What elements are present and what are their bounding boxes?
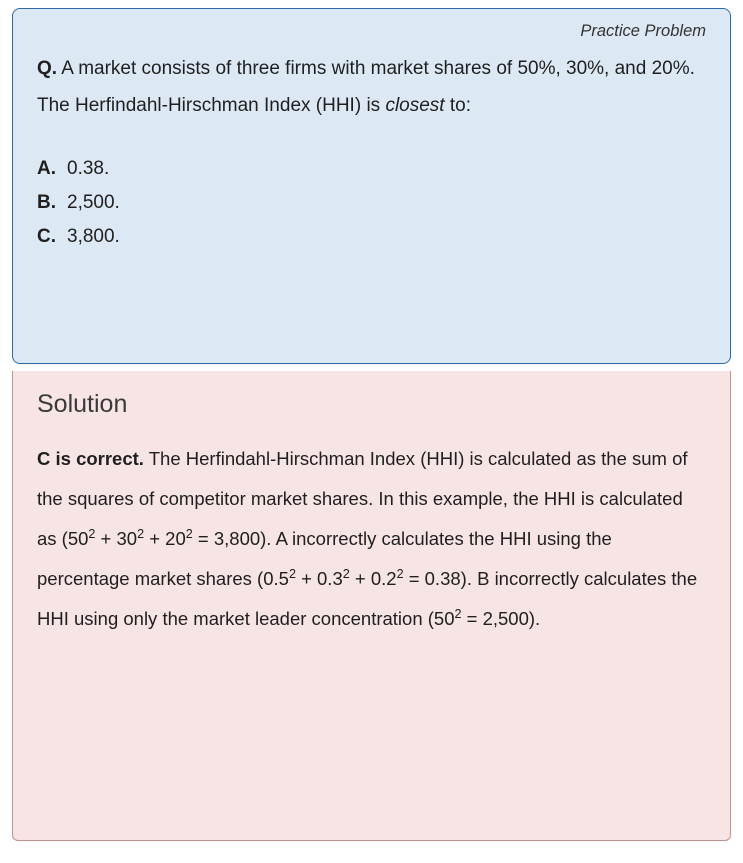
solution-text-3: + 20 [144, 528, 186, 549]
exponent-5: 2 [342, 566, 350, 581]
exponent-6: 2 [396, 566, 404, 581]
solution-text-2: + 30 [95, 528, 138, 549]
exponent-2: 2 [137, 526, 145, 541]
solution-verdict: C is correct. [37, 448, 144, 469]
question-stem-emphasis: closest [385, 94, 445, 116]
answer-choice-b-letter: B. [37, 191, 56, 213]
answer-choice-b-text: 2,500. [67, 191, 120, 213]
solution-text-1: The Herfindahl-Hirschman Index (HHI) is calculated as the sum of the squares of competitor market shares. In this example, the HHI is calculated as (50 [37, 448, 688, 549]
solution-text-5: + 0.3 [295, 568, 343, 589]
practice-problem-label: Practice Problem [580, 22, 706, 40]
question-card [12, 8, 731, 364]
answer-choice-c-letter: C. [37, 225, 56, 247]
question-stem-part-1: A market consists of three firms with market shares of 50%, 30%, and 20%. The Herfindahl-Hirschman Index (HHI) is [37, 57, 695, 116]
solution-card [12, 371, 731, 841]
solution-title: Solution [37, 390, 128, 418]
solution-explanation [37, 439, 706, 639]
answer-choice-a-letter: A. [37, 157, 56, 179]
question-stem-part-2: to: [444, 94, 471, 116]
answer-choice-b[interactable] [37, 186, 706, 220]
solution-text-6: + 0.2 [349, 568, 397, 589]
exponent-7: 2 [454, 606, 462, 621]
solution-text-7: = 0.38). B incorrectly calculates the HHI using only the market leader concentration (50 [37, 568, 698, 629]
answer-choice-c[interactable] [37, 220, 706, 254]
question-stem [37, 50, 706, 124]
solution-text-8: = 2,500). [461, 608, 541, 629]
answer-choice-a-text: 0.38. [67, 157, 110, 179]
answer-choice-c-text: 3,800. [67, 225, 120, 247]
solution-text-4: = 3,800). A incorrectly calculates the HHI using the percentage market shares (0.5 [37, 528, 612, 589]
question-prefix: Q. [37, 57, 58, 79]
exponent-1: 2 [88, 526, 96, 541]
exponent-4: 2 [288, 566, 296, 581]
answer-choice-a[interactable] [37, 152, 706, 186]
exponent-3: 2 [185, 526, 193, 541]
answer-choice-list [37, 152, 706, 254]
